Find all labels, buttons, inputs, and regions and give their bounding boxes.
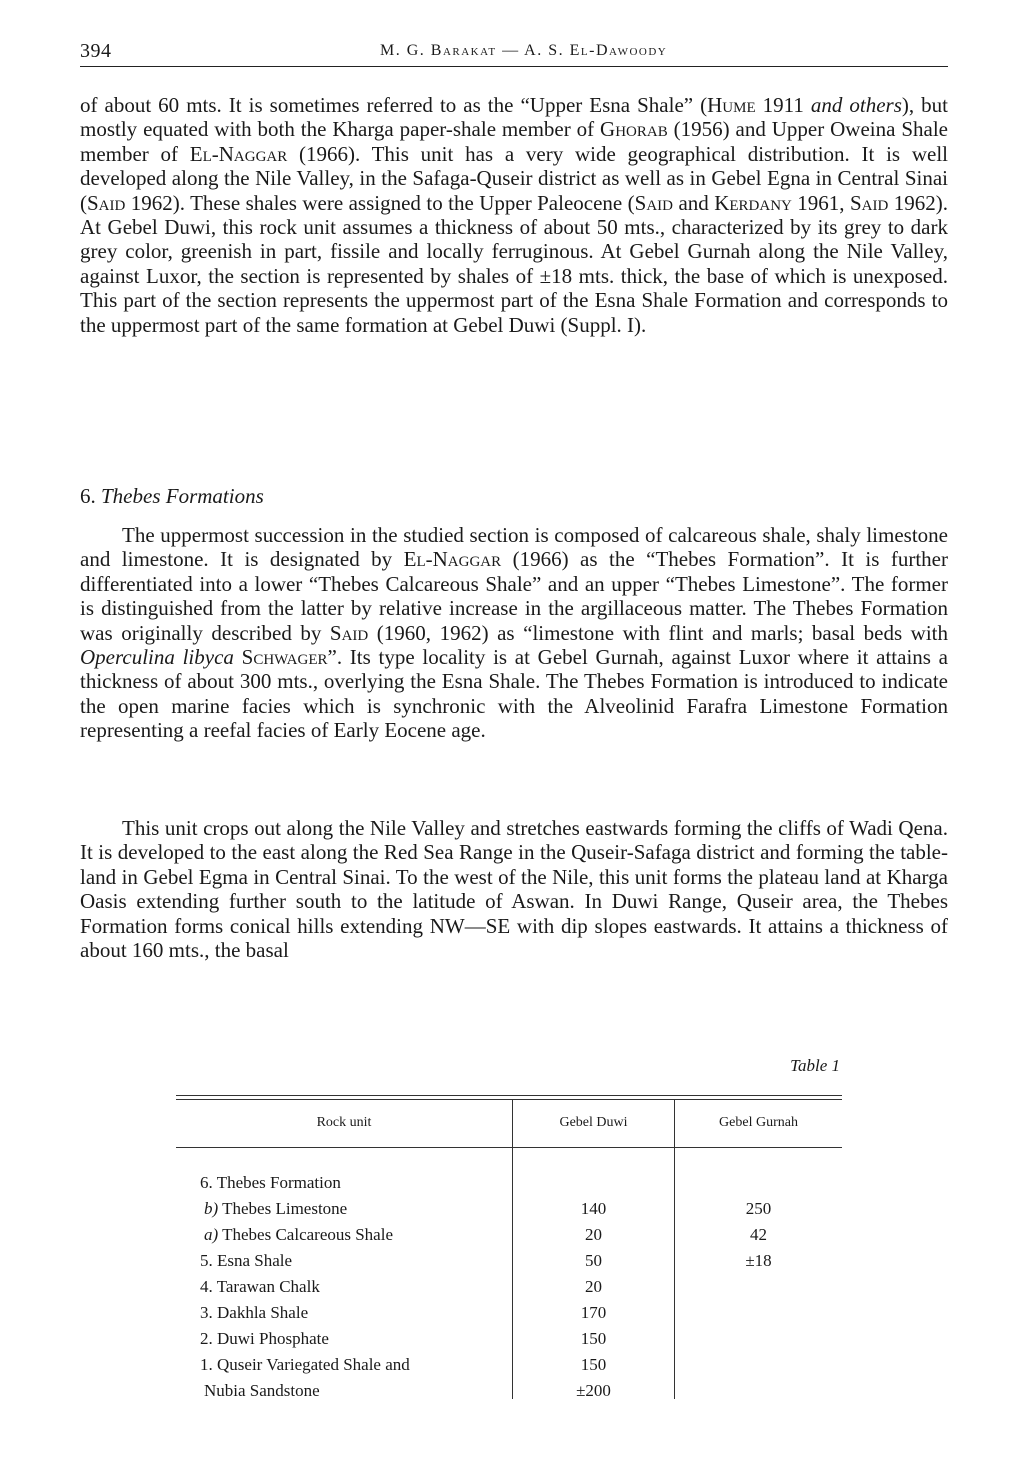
cell-rock-unit: a) Thebes Calcareous Shale	[204, 1225, 393, 1244]
cell-rock-unit: 2. Duwi Phosphate	[200, 1329, 329, 1348]
table-rule	[176, 1095, 842, 1096]
running-head: M. G. Barakat — A. S. El-Dawoody	[380, 42, 668, 59]
paragraph-thebes-distribution: This unit crops out along the Nile Valley and stretches eastwards forming the cliffs of Wadi Qena. It is developed to the east along the Red Sea Range in the Quseir-Safaga district and forming the table-land in Gebel Egma in Central Sinai. To the west of the Nile, this unit forms the plateau land at Kharga Oasis extending further south to the latitude of Aswan. In Duwi Range, Quseir area, the Thebes Formation forms conical hills extending NW—SE with dip slopes eastwards. It attains a thickness of about 160 mts., the basal	[80, 816, 948, 963]
table-caption: Table 1	[790, 1056, 840, 1075]
cell-rock-unit: 1. Quseir Variegated Shale and	[200, 1355, 410, 1374]
table-row	[176, 1303, 842, 1329]
table-row	[176, 1381, 842, 1407]
cell-gebel-duwi: 20	[585, 1277, 602, 1296]
page-number: 394	[80, 40, 112, 62]
cell-gebel-duwi: 50	[585, 1251, 602, 1270]
cell-gebel-duwi: 20	[585, 1225, 602, 1244]
cell-rock-unit: Nubia Sandstone	[204, 1381, 320, 1400]
column-header-gebel-duwi: Gebel Duwi	[559, 1115, 628, 1130]
cell-gebel-duwi: 150	[580, 1355, 607, 1374]
cell-rock-unit: 5. Esna Shale	[200, 1251, 293, 1270]
cell-gebel-duwi: 170	[580, 1303, 607, 1322]
column-header-rock-unit: Rock unit	[316, 1115, 372, 1130]
table-row	[176, 1199, 842, 1225]
column-header-gebel-gurnah: Gebel Gurnah	[719, 1115, 798, 1130]
table-row	[176, 1225, 842, 1251]
table-row	[176, 1277, 842, 1303]
cell-gebel-gurnah: 250	[745, 1199, 772, 1218]
table-rule	[176, 1147, 842, 1148]
cell-gebel-gurnah: ±18	[745, 1251, 772, 1270]
table-row	[176, 1173, 842, 1199]
cell-rock-unit: 3. Dakhla Shale	[200, 1303, 309, 1322]
cell-gebel-duwi: 150	[580, 1329, 607, 1348]
table-row	[176, 1355, 842, 1381]
paragraph-thebes-definition: The uppermost succession in the studied section is composed of calcareous shale, shaly limestone and limestone. It is designated by El-Naggar (1966) as the “Thebes Formation”. It is further differentiated into a lower “Thebes Calcareous Shale” and an upper “Thebes Limestone”. The former is distinguished from the latter by relative increase in the argillaceous matter. The Thebes Formation was originally described by Said (1960, 1962) as “limestone with flint and marls; basal beds with Operculina libyca Schwager”. Its type locality is at Gebel Gurnah, against Luxor where it attains a thickness of about 300 mts., overlying the Esna Shale. The Thebes Formation is introduced to indicate the open marine facies which is synchronic with the Alveolinid Farafra Limestone Formation representing a reefal facies of Early Eocene age.	[80, 523, 949, 743]
cell-gebel-duwi: 140	[580, 1199, 607, 1218]
cell-rock-unit: 6. Thebes Formation	[200, 1173, 341, 1192]
table-row	[176, 1329, 842, 1355]
cell-rock-unit: b) Thebes Limestone	[204, 1199, 348, 1218]
paragraph-esna-shale: of about 60 mts. It is sometimes referred to as the “Upper Esna Shale” (Hume 1911 and others), but mostly equated with both the Kharga paper-shale member of Ghorab (1956) and Upper Oweina Shale member of El-Naggar (1966). This unit has a very wide geographical distribution. It is well developed along the Nile Valley, in the Safaga-Quseir district as well as in Gebel Egna in Central Sinai (Said 1962). These shales were assigned to the Upper Paleocene (Said and Kerdany 1961, Said 1962). At Gebel Duwi, this rock unit assumes a thickness of about 50 mts., characterized by its grey to dark grey color, greenish in part, fissile and locally ferruginous. At Gebel Gurnah along the Nile Valley, against Luxor, the section is represented by shales of ±18 mts. thick, the base of which is unexposed. This part of the section represents the uppermost part of the Esna Shale Formation and corresponds to the uppermost part of the same formation at Gebel Duwi (Suppl. I).	[80, 93, 949, 337]
table-rule	[176, 1099, 842, 1100]
table-row	[176, 1251, 842, 1277]
page-header	[80, 32, 948, 67]
cell-rock-unit: 4. Tarawan Chalk	[200, 1277, 320, 1296]
cell-gebel-duwi: ±200	[576, 1381, 611, 1400]
cell-gebel-gurnah: 42	[750, 1225, 767, 1244]
section-heading: 6. Thebes Formations	[80, 484, 264, 508]
thickness-table	[176, 1095, 842, 1405]
